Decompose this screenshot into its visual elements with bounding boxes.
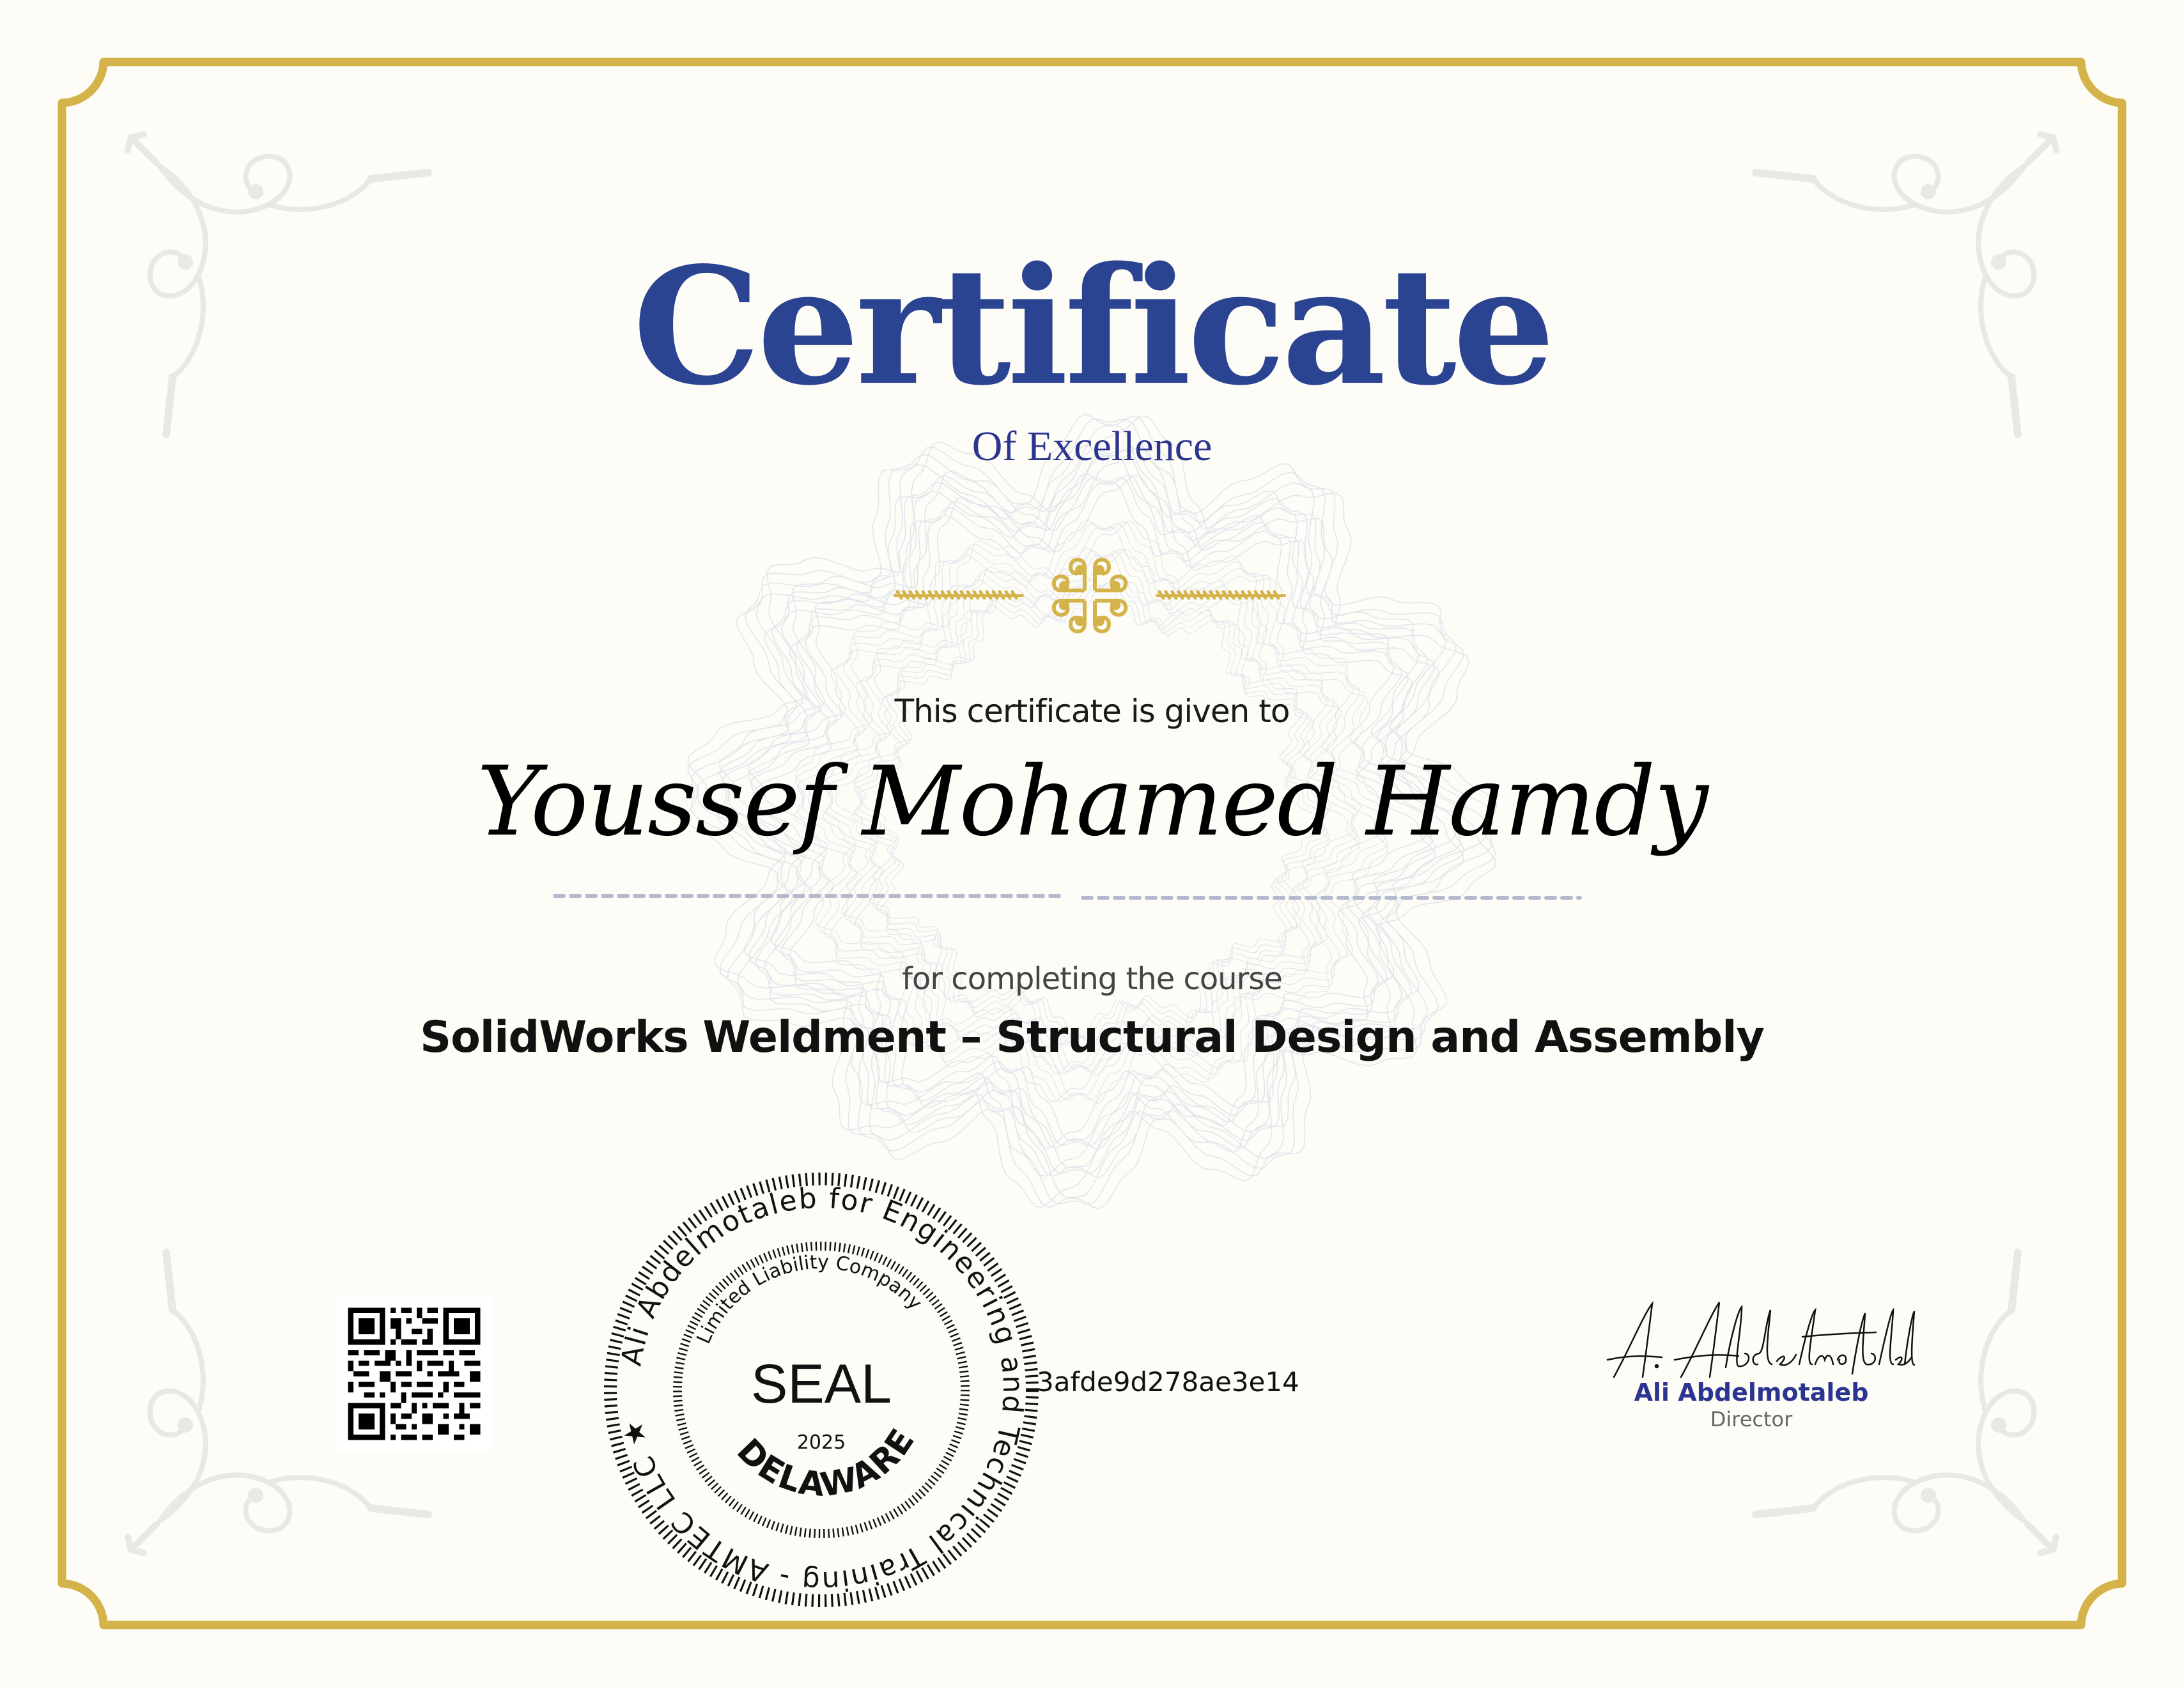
certificate-title: Certificate bbox=[632, 232, 1552, 421]
qr-code-icon bbox=[337, 1297, 491, 1451]
course-name: SolidWorks Weldment – Structural Design and Assembly bbox=[420, 1012, 1764, 1063]
given-to-label: This certificate is given to bbox=[894, 693, 1290, 730]
ornament-divider bbox=[882, 550, 1297, 645]
recipient-name: Youssef Mohamed Hamdy bbox=[477, 746, 1707, 858]
rope-line-left bbox=[895, 592, 1023, 598]
seal-inner-text: Limited Liability Company bbox=[692, 1251, 927, 1348]
seal-center-label: SEAL bbox=[751, 1353, 892, 1415]
celtic-knot-icon bbox=[1054, 560, 1126, 632]
qr-code[interactable] bbox=[337, 1297, 491, 1451]
certificate-subtitle: Of Excellence bbox=[972, 423, 1212, 470]
seal-year: 2025 bbox=[796, 1431, 846, 1454]
seal-outer-text: Ali Abdelmotaleb for Engineering and Technical Training - AMTEC LLC ★ bbox=[615, 1182, 1030, 1598]
handwritten-signature bbox=[1585, 1284, 1917, 1380]
signature-block bbox=[1585, 1284, 1917, 1438]
rope-line-right bbox=[1157, 592, 1285, 598]
verification-code: 3afde9d278ae3e14 bbox=[1037, 1366, 1299, 1398]
signer-role: Director bbox=[1710, 1407, 1793, 1431]
svg-text:Limited Liability Company bbox=[693, 1251, 927, 1347]
company-seal bbox=[591, 1173, 1051, 1607]
course-label: for completing the course bbox=[902, 961, 1282, 997]
name-underline-dashed bbox=[550, 890, 1585, 905]
seal-state-text: DELAWARE bbox=[729, 1421, 923, 1506]
signer-name: Ali Abdelmotaleb bbox=[1634, 1378, 1869, 1406]
